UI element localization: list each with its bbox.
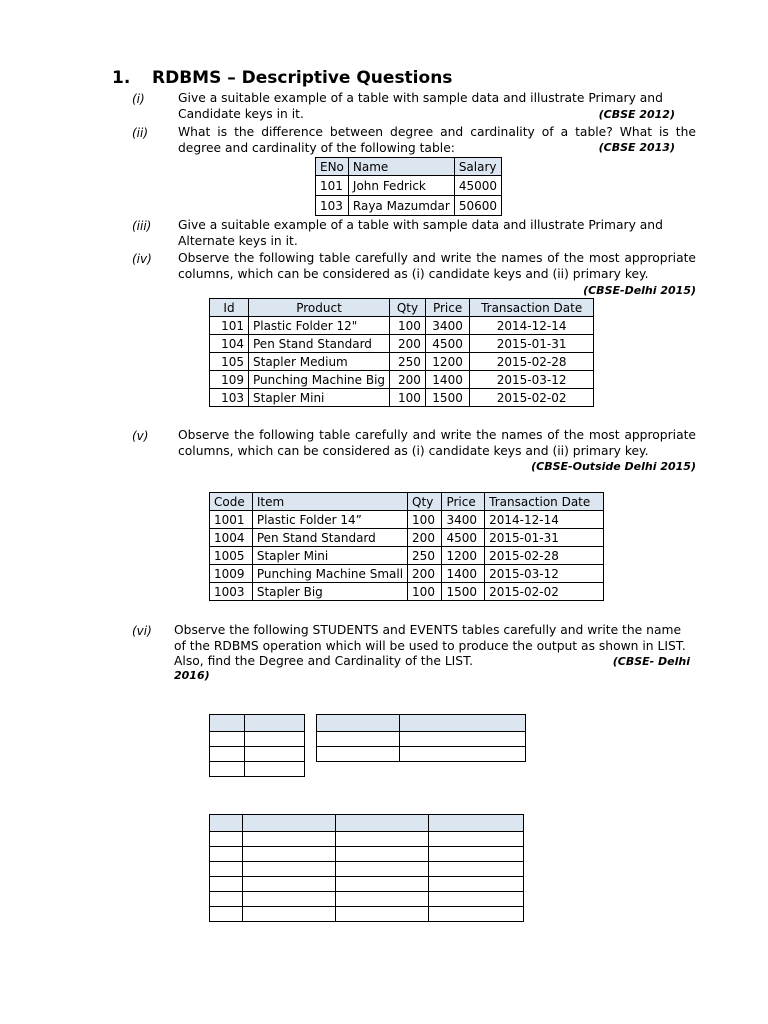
- table-row: [210, 747, 305, 762]
- column-header: Price: [442, 493, 485, 511]
- table-cell: [245, 747, 305, 762]
- table-cell: 4500: [442, 529, 485, 547]
- table-cell: [317, 715, 400, 732]
- table-cell: 1400: [442, 565, 485, 583]
- table-cell: 3400: [425, 317, 469, 335]
- table-cell: 45000: [454, 176, 501, 196]
- table-cell: Punching Machine Big: [249, 371, 390, 389]
- table-cell: Punching Machine Small: [252, 565, 407, 583]
- column-header: Product: [249, 299, 390, 317]
- table-cell: [210, 832, 243, 847]
- question-6-number: (vi): [132, 624, 152, 638]
- table-cell: Plastic Folder 14”: [252, 511, 407, 529]
- table-cell: 100: [390, 389, 426, 407]
- table-cell: [243, 832, 336, 847]
- table-cell: 1200: [442, 547, 485, 565]
- table-cell: 2015-02-02: [485, 583, 604, 601]
- table-cell: [210, 877, 243, 892]
- table-cell: [429, 832, 524, 847]
- question-5-number: (v): [132, 429, 149, 443]
- table-cell: 2015-03-12: [485, 565, 604, 583]
- table-cell: [336, 847, 429, 862]
- table-cell: 104: [210, 335, 249, 353]
- question-2-number: (ii): [132, 126, 149, 140]
- column-header: Transaction Date: [470, 299, 594, 317]
- table-cell: [429, 862, 524, 877]
- table-cell: 250: [390, 353, 426, 371]
- table-header-row: [210, 299, 594, 317]
- table-cell: 100: [408, 511, 442, 529]
- table-row: [210, 389, 594, 407]
- table-cell: 3400: [442, 511, 485, 529]
- column-header: Transaction Date: [485, 493, 604, 511]
- question-4-number: (iv): [132, 252, 152, 266]
- table-cell: 200: [390, 335, 426, 353]
- table-cell: 109: [210, 371, 249, 389]
- table-cell: [429, 907, 524, 922]
- table-cell: Stapler Mini: [252, 547, 407, 565]
- table-row: [210, 862, 524, 877]
- table-header-row: [210, 493, 604, 511]
- table-cell: 101: [210, 317, 249, 335]
- table-cell: 2014-12-14: [485, 511, 604, 529]
- table-cell: 200: [390, 371, 426, 389]
- table-cell: Plastic Folder 12": [249, 317, 390, 335]
- table-cell: 2015-02-02: [470, 389, 594, 407]
- table-cell: Raya Mazumdar: [348, 196, 454, 216]
- table-cell: [245, 715, 305, 732]
- table-cell: [210, 862, 243, 877]
- table-cell: 200: [408, 565, 442, 583]
- products-table: [209, 298, 594, 407]
- table-row: [210, 847, 524, 862]
- table-cell: [429, 847, 524, 862]
- table-row: [316, 176, 502, 196]
- question-1-source: (CBSE 2012): [598, 108, 675, 121]
- table-cell: 2015-02-28: [485, 547, 604, 565]
- section-heading: [112, 68, 452, 88]
- table-cell: 1001: [210, 511, 253, 529]
- table-cell: [243, 877, 336, 892]
- table-cell: [336, 907, 429, 922]
- table-cell: [243, 847, 336, 862]
- column-header: ENo: [316, 158, 349, 176]
- table-cell: [210, 762, 245, 777]
- table-cell: [336, 832, 429, 847]
- question-6-source-cont: 2016): [174, 669, 210, 682]
- table-row: [210, 353, 594, 371]
- table-cell: Stapler Mini: [249, 389, 390, 407]
- table-cell: [210, 815, 243, 832]
- table-header-row: [316, 158, 502, 176]
- table-row: [317, 747, 526, 762]
- question-4-source: (CBSE-Delhi 2015): [583, 284, 696, 297]
- table-cell: [317, 747, 400, 762]
- table-row: [210, 907, 524, 922]
- table-cell: [210, 907, 243, 922]
- table-cell: [210, 747, 245, 762]
- table-row: [210, 529, 604, 547]
- items-table: [209, 492, 604, 601]
- table-cell: [317, 732, 400, 747]
- table-row: [210, 583, 604, 601]
- students-table: [209, 714, 305, 777]
- table-row: [210, 335, 594, 353]
- table-cell: Stapler Big: [252, 583, 407, 601]
- table-cell: 1500: [442, 583, 485, 601]
- table-cell: [429, 892, 524, 907]
- table-cell: [243, 892, 336, 907]
- table-cell: 1003: [210, 583, 253, 601]
- table-cell: 1400: [425, 371, 469, 389]
- table-cell: 1004: [210, 529, 253, 547]
- table-cell: [336, 892, 429, 907]
- table-cell: [210, 715, 245, 732]
- table-row: [316, 196, 502, 216]
- column-header: Name: [348, 158, 454, 176]
- table-row: [210, 511, 604, 529]
- column-header: Price: [425, 299, 469, 317]
- table-cell: 2015-03-12: [470, 371, 594, 389]
- column-header: Id: [210, 299, 249, 317]
- question-6-source: (CBSE- Delhi: [612, 655, 690, 668]
- table-cell: 1005: [210, 547, 253, 565]
- column-header: Item: [252, 493, 407, 511]
- table-cell: [243, 862, 336, 877]
- table-cell: [243, 907, 336, 922]
- question-1-text: Give a suitable example of a table with sample data and illustrate Primary and Candidate keys in it.: [178, 91, 663, 121]
- table-row: [210, 892, 524, 907]
- table-row: [210, 565, 604, 583]
- employee-table: [315, 157, 502, 216]
- table-cell: 2015-02-28: [470, 353, 594, 371]
- table-header-row: [210, 715, 305, 732]
- table-cell: [210, 732, 245, 747]
- table-cell: 4500: [425, 335, 469, 353]
- table-cell: [210, 847, 243, 862]
- section-title: RDBMS – Descriptive Questions: [152, 68, 453, 88]
- events-table: [316, 714, 526, 762]
- table-cell: 1200: [425, 353, 469, 371]
- table-header-row: [210, 815, 524, 832]
- table-cell: 200: [408, 529, 442, 547]
- question-2-text: What is the difference between degree and cardinality of a table? What is the degree and cardinality of the following table:: [178, 125, 696, 155]
- table-row: [210, 877, 524, 892]
- table-cell: 50600: [454, 196, 501, 216]
- table-cell: Pen Stand Standard: [249, 335, 390, 353]
- column-header: Code: [210, 493, 253, 511]
- table-row: [210, 832, 524, 847]
- table-cell: Stapler Medium: [249, 353, 390, 371]
- table-cell: 250: [408, 547, 442, 565]
- table-cell: [336, 862, 429, 877]
- table-cell: 103: [316, 196, 349, 216]
- table-cell: 1500: [425, 389, 469, 407]
- question-1-number: (i): [132, 92, 145, 106]
- table-cell: 2015-01-31: [485, 529, 604, 547]
- question-3-number: (iii): [132, 219, 152, 233]
- table-cell: 2014-12-14: [470, 317, 594, 335]
- table-cell: Pen Stand Standard: [252, 529, 407, 547]
- table-cell: [210, 892, 243, 907]
- table-row: [210, 317, 594, 335]
- table-cell: [400, 715, 526, 732]
- table-cell: 2015-01-31: [470, 335, 594, 353]
- table-cell: [245, 732, 305, 747]
- table-row: [210, 371, 594, 389]
- table-cell: [243, 815, 336, 832]
- question-5-text: Observe the following table carefully and write the names of the most appropriate columns, which can be considered as (i) candidate keys and (ii) primary key.: [178, 428, 696, 458]
- table-cell: 1009: [210, 565, 253, 583]
- table-cell: [336, 815, 429, 832]
- table-cell: 100: [390, 317, 426, 335]
- table-row: [317, 732, 526, 747]
- column-header: Qty: [408, 493, 442, 511]
- question-4-text: Observe the following table carefully and write the names of the most appropriate columns, which can be considered as (i) candidate keys and (ii) primary key.: [178, 251, 696, 281]
- question-5-source: (CBSE-Outside Delhi 2015): [531, 460, 696, 473]
- table-cell: [336, 877, 429, 892]
- table-cell: 101: [316, 176, 349, 196]
- list-table: [209, 814, 524, 922]
- table-header-row: [317, 715, 526, 732]
- table-cell: [429, 815, 524, 832]
- table-row: [210, 762, 305, 777]
- table-cell: [429, 877, 524, 892]
- section-number: 1.: [112, 68, 131, 88]
- table-cell: 103: [210, 389, 249, 407]
- column-header: Qty: [390, 299, 426, 317]
- table-row: [210, 732, 305, 747]
- table-cell: [400, 747, 526, 762]
- column-header: Salary: [454, 158, 501, 176]
- table-cell: 100: [408, 583, 442, 601]
- table-cell: [245, 762, 305, 777]
- question-3-text: Give a suitable example of a table with sample data and illustrate Primary and Alternate keys in it.: [178, 218, 663, 248]
- table-cell: [400, 732, 526, 747]
- table-row: [210, 547, 604, 565]
- question-6-text: Observe the following STUDENTS and EVENTS tables carefully and write the name of the RDBMS operation which will be used to produce the output as shown in LIST. Also, find the Degree and Cardinality of the LIST.: [174, 623, 686, 668]
- question-2-source: (CBSE 2013): [598, 141, 675, 154]
- table-cell: John Fedrick: [348, 176, 454, 196]
- table-cell: 105: [210, 353, 249, 371]
